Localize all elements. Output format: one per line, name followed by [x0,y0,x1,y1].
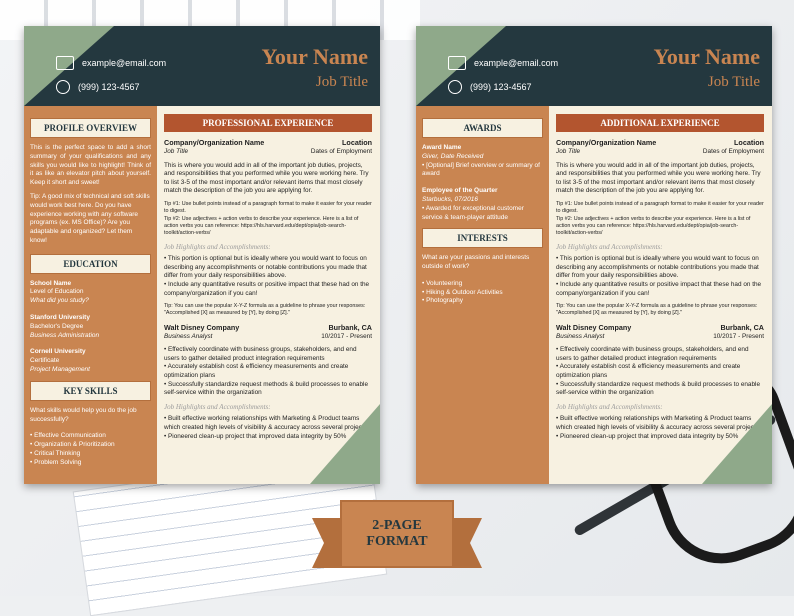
highlight-bullet: • Built effective working relationships with Marketing & Product teams which created high levels of visibility & accuracy across several projects [556,415,759,432]
phone-row [448,80,532,94]
interest-item: • Photography [422,297,463,305]
duty-bullet: • Accurately establish cost & efficiency measurements and create optimization plans [556,363,741,380]
mail-icon [56,56,74,70]
skill-item: • Problem Solving [30,458,82,466]
resume-page-2 [416,26,772,484]
education-heading: EDUCATION [30,254,151,274]
main-column [164,114,372,441]
dates: 10/2017 - Present [321,332,372,340]
phone: (999) 123-4567 [470,82,532,92]
email: example@email.com [474,58,559,68]
experience-heading: PROFESSIONAL EXPERIENCE [164,114,372,132]
email-row [448,56,558,70]
optional-bullet: • This portion is optional but is ideally where you would want to focus on describing any accomplishments or notable contributions you made that differ from your daily responsibilities above. [556,254,759,280]
job-description: This is where you would add in all of the important job duties, projects, and responsibilities that you performed while you were working here. Try to list 3-5 of the most important and/or relevant items that most closely match the description of the job you are applying for. [556,161,761,195]
edu-level: Bachelor's Degree [30,322,84,330]
location: Burbank, CA [328,322,372,332]
edu-item [30,280,151,306]
format-banner [312,500,482,578]
email-row [56,56,166,70]
tip-3: Tip: You can use the popular X-Y-Z formula as a guideline to phrase your responses: "Accomplished [X] as measured by [Y], by doing [Z]." [556,303,758,317]
highlight-bullet: • Built effective working relationships with Marketing & Product teams which created high levels of visibility & accuracy across several projects [164,415,367,432]
skill-item: • Critical Thinking [30,449,81,457]
highlights-heading: Job Highlights and Accomplishments: [556,402,663,411]
banner-line-1: 2-PAGE [372,518,422,533]
mail-icon [448,56,466,70]
position: Business Analyst [164,332,213,340]
tip-1: Tip #1: Use bullet points instead of a paragraph format to make it easier for your reader to digest. [556,201,764,215]
award-name: Award Name [422,144,462,152]
optional-bullet: • This portion is optional but is ideally where you would want to focus on describing any accomplishments or notable contributions you made that differ from your daily responsibilities above. [164,254,367,280]
interest-item: • Volunteering [422,279,463,287]
tip-1: Tip #1: Use bullet points instead of a paragraph format to make it easier for your reader to digest. [164,201,372,215]
job-title: Job Title [707,74,760,90]
highlight-bullet: • Pioneered clean-up project that improved data integrity by 50% [164,432,347,440]
company: Walt Disney Company [164,322,240,332]
dates: Dates of Employment [702,147,764,155]
edu-field: Business Administration [30,331,100,339]
tip-2: Tip #2: Use adjectives + action verbs to describe your experience. Here is a list of action verbs you can reference: https://hls.harvard.edu/dept/opia/job-search-toolkit/action-verbs/ [164,215,359,237]
location: Location [734,138,764,148]
award-desc: • Awarded for exceptional customer service & team-player attitude [422,204,524,221]
phone-icon [56,80,70,94]
position: Business Analyst [556,332,605,340]
position: Job Title [556,147,581,155]
interests-intro: What are your passions and interests outside of work? [422,254,530,271]
sidebar [416,106,549,484]
sidebar [24,106,157,484]
location: Burbank, CA [720,322,764,332]
company: Company/Organization Name [556,138,657,148]
edu-school: Stanford University [30,314,90,321]
edu-item [30,348,151,374]
banner-line-2: FORMAT [366,534,428,549]
edu-field: Project Management [30,365,90,373]
edu-school: School Name [30,279,72,287]
phone: (999) 123-4567 [78,82,140,92]
dates: 10/2017 - Present [713,332,764,340]
award-giver: Starbucks, 07/2016 [422,195,479,203]
phone-icon [448,80,462,94]
position: Job Title [164,147,189,155]
banner-label [340,500,454,568]
duty-bullet: • Effectively coordinate with business groups, stakeholders, and end users to gather detailed product integration requirements [164,346,357,362]
optional-bullet: • Include any quantitative results or positive impact that these had on the company/organization if you can! [164,280,370,297]
interests-heading: INTERESTS [422,228,543,248]
job-title: Job Title [315,74,368,90]
tip-2: Tip #2: Use adjectives + action verbs to describe your experience. Here is a list of action verbs you can reference: https://hls.harvard.edu/dept/opia/job-search-toolkit/action-verbs/ [556,215,751,237]
profile-heading: PROFILE OVERVIEW [30,118,151,138]
company: Walt Disney Company [556,322,632,332]
award-name: Employee of the Quarter [422,187,498,195]
name: Your Name [653,44,760,69]
footer-accent [310,404,380,484]
edu-item [30,314,151,340]
skills-heading: KEY SKILLS [30,381,151,401]
experience-heading: ADDITIONAL EXPERIENCE [556,114,764,132]
highlights-heading: Job Highlights and Accomplishments: [556,242,663,251]
company: Company/Organization Name [164,138,265,148]
edu-level: Certificate [30,357,60,365]
duty-bullet: • Successfully standardize request methods & build processes to enable self-service within the organization [164,380,369,397]
duty-bullet: • Effectively coordinate with business groups, stakeholders, and end users to gather detailed product integration requirements [556,346,749,362]
highlights-heading: Job Highlights and Accomplishments: [164,242,271,251]
profile-text: This is the perfect space to add a short summary of your qualifications and any skills you would like to highlight! Think of it as like an elevator pitch about yourself. Keep it short and sweet! [30,144,151,187]
edu-school: Cornell University [30,348,86,356]
email: example@email.com [82,58,167,68]
main-column [556,114,764,441]
awards-heading: AWARDS [422,118,543,138]
skills-intro: What skills would help you do the job successfully? [30,406,137,423]
duty-bullet: • Accurately establish cost & efficiency measurements and create optimization plans [164,363,349,380]
job-description: This is where you would add in all of the important job duties, projects, and responsibilities that you performed while you were working here. Try to list 3-5 of the most important and/or relevant items that most closely match the description of the job you are applying for. [164,161,369,195]
award-giver: Giver, Date Received [422,152,484,160]
highlight-bullet: • Pioneered clean-up project that improved data integrity by 50% [556,432,739,440]
optional-bullet: • Include any quantitative results or positive impact that these had on the company/organization if you can! [556,280,762,297]
profile-tip: Tip: A good mix of technical and soft skills would work best here. Do you have experience working with any software programs (ex. MS Office)? Are you adaptable and organized? Let them know! [30,192,150,244]
tip-3: Tip: You can use the popular X-Y-Z formula as a guideline to phrase your responses: "Accomplished [X] as measured by [Y], by doing [Z]." [164,303,366,317]
highlights-heading: Job Highlights and Accomplishments: [164,402,271,411]
name: Your Name [261,44,368,69]
footer-accent [702,404,772,484]
dates: Dates of Employment [310,147,372,155]
duty-bullet: • Successfully standardize request methods & build processes to enable self-service within the organization [556,380,761,397]
location: Location [342,138,372,148]
edu-level: Level of Education [30,288,84,296]
edu-field: What did you study? [30,297,89,305]
skill-item: • Organization & Prioritization [30,441,115,449]
award-desc: • [Optional] Brief overview or summary of award [422,161,540,178]
interest-item: • Hiking & Outdoor Activities [422,288,503,296]
phone-row [56,80,140,94]
resume-page-1 [24,26,380,484]
skill-item: • Effective Communication [30,432,106,440]
